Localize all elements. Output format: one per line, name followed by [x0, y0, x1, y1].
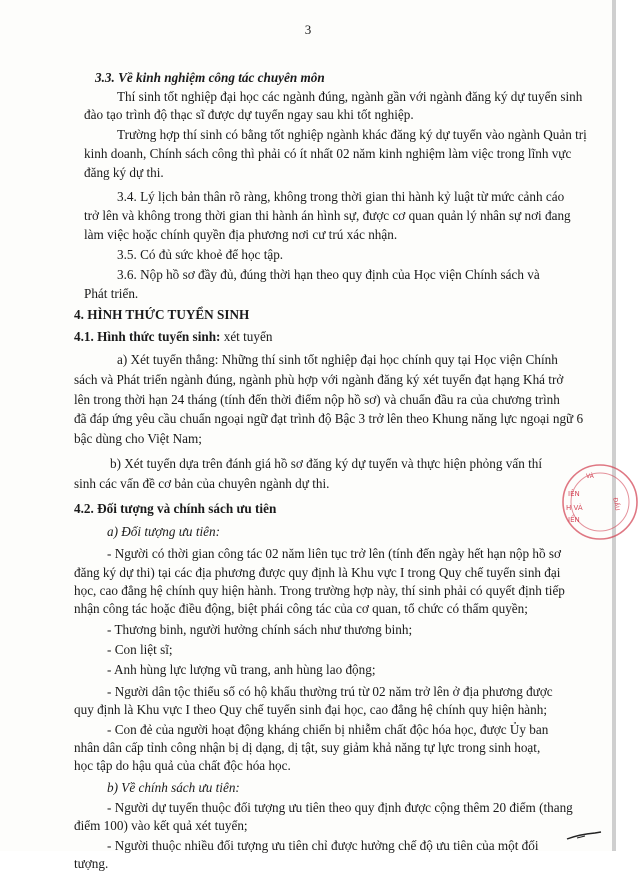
heading-4-2: 4.2. Đối tượng và chính sách ưu tiên — [74, 501, 277, 516]
paragraph-line: 3.5. Có đủ sức khoẻ để học tập. — [117, 247, 284, 262]
list-item: - Người thuộc nhiều đối tượng ưu tiên chỉ được hưởng chế độ ưu tiên của một đối — [107, 838, 539, 853]
paragraph-line: nhận công tác hoặc điều động, biệt phái công tác của cơ quan, tổ chức có thẩm quyền; — [74, 601, 528, 616]
paragraph-line: lên trong thời hạn 24 tháng (tính đến thời điểm nộp hồ sơ) và chuẩn đầu ra của chương trình — [74, 392, 560, 407]
paragraph-line: đào tạo trình độ thạc sĩ được dự tuyển ngay sau khi tốt nghiệp. — [84, 107, 414, 122]
paragraph-line: - Người có thời gian công tác 02 năm liên tục trở lên (tính đến ngày hết hạn nộp hồ sơ — [107, 546, 562, 561]
page-edge-shadow — [612, 0, 616, 851]
subheading-a: a) Đối tượng ưu tiên: — [107, 524, 220, 539]
subheading-b: b) Về chính sách ưu tiên: — [107, 780, 240, 795]
paragraph-line: a) Xét tuyển thẳng: Những thí sinh tốt nghiệp đại học chính quy tại Học viện Chính — [117, 352, 558, 367]
list-item: - Thương binh, người hưởng chính sách như thương binh; — [107, 622, 413, 637]
list-item: - Con đẻ của người hoạt động kháng chiến bị nhiễm chất độc hóa học, được Ủy ban — [107, 722, 549, 737]
paragraph-line: b) Xét tuyển dựa trên đánh giá hồ sơ đăng ký dự tuyển và thực hiện phỏng vấn thí — [110, 456, 543, 471]
stamp-text: ĐẦU — [611, 497, 621, 512]
paragraph-line: làm việc hoặc chính quyền địa phương nơi cư trú xác nhận. — [84, 227, 398, 242]
paragraph-line: Thí sinh tốt nghiệp đại học các ngành đúng, ngành gần với ngành đăng ký dự tuyển sinh — [117, 89, 583, 104]
page-number: 3 — [304, 22, 312, 37]
paragraph-line: đăng ký dự thi. — [84, 165, 164, 180]
stamp-text: IỂN — [568, 516, 580, 524]
heading-section-4: 4. HÌNH THỨC TUYỂN SINH — [74, 307, 250, 322]
list-item: - Người dự tuyển thuộc đối tượng ưu tiên theo quy định được cộng thêm 20 điểm (thang — [107, 800, 573, 815]
paragraph-line: quy định là Khu vực I theo Quy chế tuyển sinh đại học, cao đẳng hệ chính quy hiện hành; — [74, 702, 547, 717]
paragraph-line: 3.4. Lý lịch bản thân rõ ràng, không trong thời gian thi hành kỷ luật từ mức cảnh cáo — [117, 189, 565, 204]
heading-3-3: 3.3. Về kinh nghiệm công tác chuyên môn — [95, 70, 325, 85]
paragraph-line: sinh các vấn đề cơ bản của chuyên ngành dự thi. — [74, 476, 330, 491]
paragraph-line: Trường hợp thí sinh có bằng tốt nghiệp ngành khác đăng ký dự tuyển vào ngành Quản trị — [117, 127, 587, 142]
paragraph-line: Phát triển. — [84, 286, 139, 301]
heading-4-1-label: 4.1. Hình thức tuyển sinh: — [74, 329, 221, 344]
paragraph-line: bậc dùng cho Việt Nam; — [74, 431, 202, 446]
paragraph-line: học, cao đẳng hệ chính quy hiện hành. Trong trường hợp này, thí sinh phải có quyết định tiếp — [74, 583, 565, 598]
stamp-text: VÀ — [586, 473, 594, 480]
paragraph-line: tượng. — [74, 856, 109, 871]
list-item: - Anh hùng lực lượng vũ trang, anh hùng lao động; — [107, 662, 376, 677]
paragraph-line: trở lên và không trong thời gian thi hành án hình sự, được cơ quan quản lý nhân sự nơi đang — [84, 208, 571, 223]
red-seal-stamp — [560, 462, 640, 542]
paragraph-line: điểm 100) vào kết quả xét tuyển; — [74, 818, 248, 833]
stamp-text: H VÀ — [566, 504, 583, 512]
signature-mark — [565, 830, 605, 842]
paragraph-line: đã đáp ứng yêu cầu chuẩn ngoại ngữ đạt trình độ Bậc 3 trở lên theo Khung năng lực ngoại ngữ 6 — [74, 411, 584, 426]
heading-4-1-value: xét tuyển — [220, 329, 273, 344]
paragraph-line: nhân dân cấp tỉnh công nhận bị dị dạng, dị tật, suy giảm khả năng tự lực trong sinh hoạt, — [74, 740, 541, 755]
list-item: - Người dân tộc thiểu số có hộ khẩu thường trú từ 02 năm trở lên ở địa phương được — [107, 684, 553, 699]
paragraph-line: sách và Phát triển ngành đúng, ngành phù hợp với ngành đăng ký xét tuyển đạt hạng Khá trở — [74, 372, 564, 387]
paragraph-line: 3.6. Nộp hồ sơ đầy đủ, đúng thời hạn theo quy định của Học viện Chính sách và — [117, 267, 540, 282]
paragraph-line: kinh doanh, Chính sách công thì phải có ít nhất 02 năm kinh nghiệm làm việc trong lĩnh vực — [84, 146, 572, 161]
list-item: - Con liệt sĩ; — [107, 642, 173, 657]
stamp-text: IÊN — [568, 490, 580, 498]
paragraph-line: đăng ký dự thi) tại các địa phương được quy định là Khu vực I trong Quy chế tuyển sinh đại — [74, 565, 561, 580]
paragraph-line: học tập do hậu quả của chất độc hóa học. — [74, 758, 291, 773]
heading-4-1 — [74, 329, 272, 345]
